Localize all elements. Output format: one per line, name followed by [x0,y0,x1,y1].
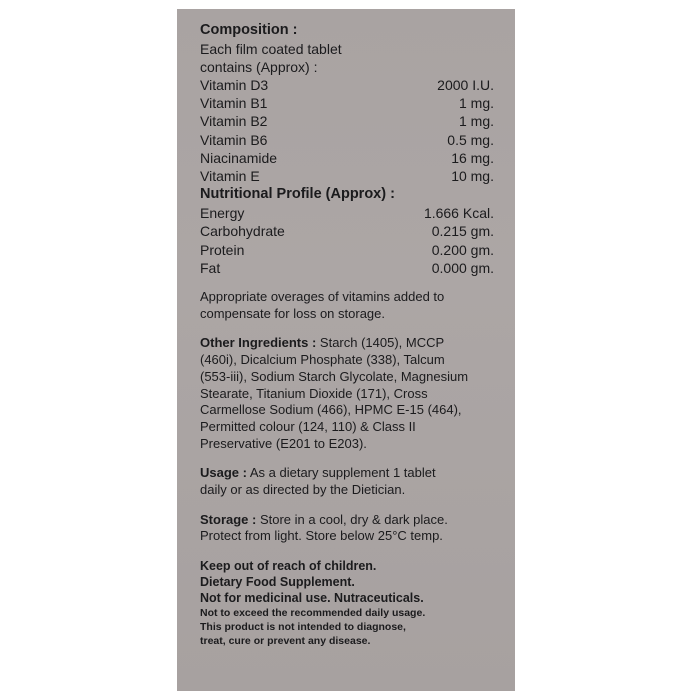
usage-label: Usage : [200,465,247,481]
disclaimer-line: treat, cure or prevent any disease. [200,635,371,648]
warning-line: Not for medicinal use. Nutraceuticals. [200,591,424,606]
nutrition-heading: Nutritional Profile (Approx) : [200,186,395,203]
nutrient-name: Protein [200,241,245,258]
ingredients-line: Preservative (E201 to E203). [200,435,367,451]
nutrient-name: Fat [200,259,221,276]
ingredients-line: (553-iii), Sodium Starch Glycolate, Magnesium [200,368,469,384]
composition-row [200,112,494,130]
label-content [200,21,494,648]
ingredient-name: Vitamin B6 [200,131,268,148]
ingredients-line: Starch (1405), MCCP [316,335,445,351]
disclaimer-line: This product is not intended to diagnose, [200,621,406,634]
nutrition-row [200,259,494,277]
usage-line: As a dietary supplement 1 tablet [246,465,436,481]
disclaimer-line: Not to exceed the recommended daily usage. [200,607,426,620]
nutrient-amount: 0.200 gm. [431,241,494,258]
composition-intro-line2: contains (Approx) : [200,59,318,75]
usage-line: daily or as directed by the Dietician. [200,482,406,498]
ingredient-name: Vitamin B2 [200,113,268,130]
storage-line: Store in a cool, dry & dark place. [256,511,448,527]
ingredient-amount: 1 mg. [458,113,494,130]
overages-line: compensate for loss on storage. [200,305,385,321]
nutrient-name: Carbohydrate [200,223,285,240]
nutrition-row [200,222,494,240]
ingredient-name: Niacinamide [200,149,278,166]
warning-line: Keep out of reach of children. [200,559,377,574]
composition-intro-line1: Each film coated tablet [200,41,342,57]
composition-row [200,131,494,149]
nutrient-name: Energy [200,205,245,222]
ingredients-line: Permitted colour (124, 110) & Class II [200,418,416,434]
ingredient-name: Vitamin D3 [200,77,269,93]
nutrient-amount: 0.215 gm. [431,223,494,240]
ingredients-line: (460i), Dicalcium Phosphate (338), Talcum [200,352,445,368]
ingredient-amount: 16 mg. [451,149,494,166]
storage-label: Storage : [200,511,257,527]
product-label-panel [177,9,515,691]
composition-row [200,94,494,112]
storage-line: Protect from light. Store below 25°C temp. [200,528,443,544]
ingredient-name: Vitamin E [200,168,260,185]
ingredient-amount: 2000 I.U. [437,77,494,93]
other-ingredients [200,335,494,452]
nutrition-row [200,241,494,259]
other-ingredients-label: Other Ingredients : [200,335,317,351]
composition-row [200,76,494,94]
composition-row [200,149,494,167]
nutrient-amount: 0.000 gm. [431,259,494,276]
nutrient-amount: 1.666 Kcal. [423,205,494,222]
ingredient-amount: 0.5 mg. [447,131,494,148]
ingredients-line: Stearate, Titanium Dioxide (171), Cross [200,385,428,401]
composition-heading: Composition : [200,22,298,38]
ingredient-name: Vitamin B1 [200,95,268,112]
ingredient-amount: 10 mg. [451,168,494,185]
overages-line: Appropriate overages of vitamins added to [200,289,445,305]
ingredients-line: Carmellose Sodium (466), HPMC E-15 (464), [200,402,462,418]
overages-note [200,289,494,322]
composition-row [200,167,494,185]
warnings-section [200,558,494,648]
storage-section [200,512,494,545]
ingredient-amount: 1 mg. [458,95,494,112]
usage-section [200,465,494,498]
warning-line: Dietary Food Supplement. [200,575,355,590]
nutrition-row [200,204,494,222]
